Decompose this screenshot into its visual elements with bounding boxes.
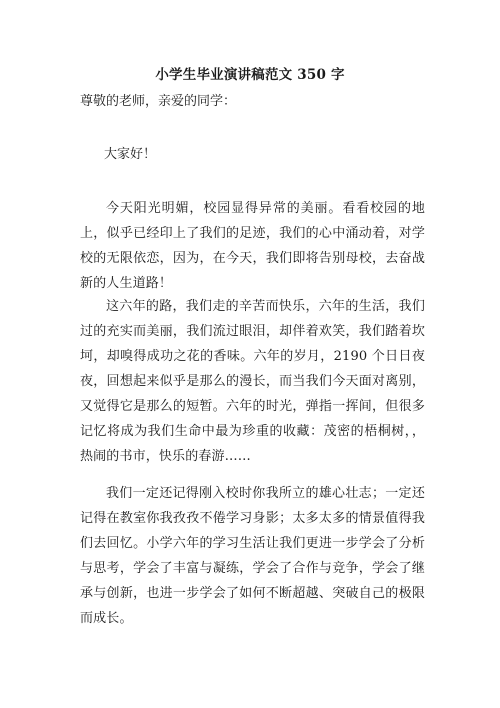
paragraph-1: 今天阳光明媚，校园显得异常的美丽。看看校园的地上，似乎已经印上了我们的足迹，我们的心中涌动着，对学校的无限依恋，因为，在今天，我们即将告别母校，去奋战新的人生道路！ — [80, 201, 425, 291]
hello-line: 大家好！ — [104, 147, 157, 162]
paragraph-2: 这六年的路，我们走的辛苦而快乐，六年的生活，我们过的充实而美丽，我们流过眼泪，却伴着欢笑，我们踏着坎坷，却嗅得成功之花的香味。六年的岁月，2190 个日日夜夜，回想起来似乎是那么的漫长，而当我们今天面对离别，又觉得它是那么的短暂。六年的时光，弹指一挥间，但很多记忆将成为我们生命中最为珍重的收藏：茂密的梧桐树，，热闹的书市，快乐的春游…… — [80, 299, 425, 464]
paragraph-3: 我们一定还记得刚入校时你我所立的雄心壮志；一定还记得在教室你我孜孜不倦学习身影；太多太多的情景值得我们去回忆。小学六年的学习生活让我们更进一步学会了分析与思考，学会了丰富与凝练，学会了合作与竞争，学会了继承与创新，也进一步学会了如何不断超越、突破自己的极限而成长。 — [80, 486, 425, 626]
document-title: 小学生毕业演讲稿范文 350 字 — [155, 67, 345, 83]
greeting-line: 尊敬的老师，亲爱的同学： — [80, 94, 237, 109]
